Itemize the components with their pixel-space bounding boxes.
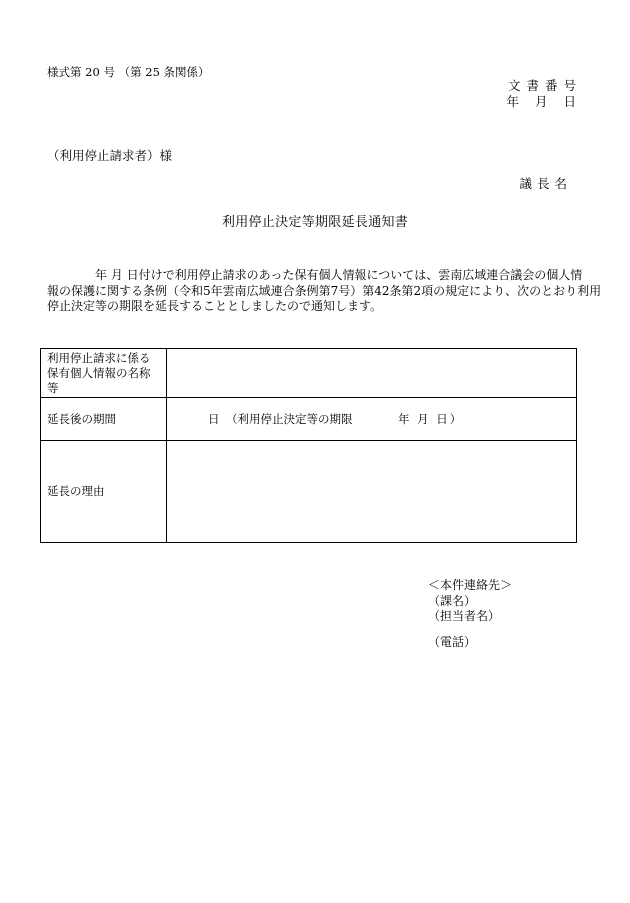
addressee: （利用停止請求者）様: [47, 148, 173, 163]
contact-block: [428, 578, 512, 650]
document-meta: [506, 78, 582, 110]
contact-section: （課名）: [428, 593, 477, 608]
extension-period-label: 延長後の期間: [41, 398, 167, 441]
extension-period-value: [167, 398, 577, 441]
table-row: [41, 441, 577, 543]
body-line: 報の保護に関する条例（令和5年雲南広域連合条例第7号）第42条第2項の規定により、次のとおり利用: [47, 283, 602, 298]
form-number: 様式第 20 号 （第 25 条関係）: [47, 65, 210, 79]
body-line: 停止決定等の期限を延長することとしましたので通知します。: [47, 299, 383, 313]
extension-reason-value: [167, 441, 577, 543]
contact-person: （担当者名）: [428, 609, 501, 623]
extension-reason-label: 延長の理由: [41, 441, 167, 543]
information-name-label: 利用停止請求に係る保有個人情報の名称等: [41, 349, 167, 398]
contact-heading: ＜本件連絡先＞: [428, 578, 513, 592]
table-row: [41, 349, 577, 398]
body-paragraph: [47, 268, 602, 315]
document-number: 文書番号: [507, 78, 582, 93]
contact-phone: （電話）: [428, 634, 477, 649]
period-deadline-date: 年 月 日）: [398, 412, 464, 426]
document-title: 利用停止決定等期限延長通知書: [221, 215, 409, 230]
information-name-value: [167, 349, 577, 398]
period-day: 日: [208, 412, 220, 426]
period-deadline-note: （利用停止決定等の期限: [226, 412, 353, 426]
sender-name: 議長名: [519, 176, 572, 191]
details-table: [40, 348, 577, 543]
document-date: 年 月 日: [506, 94, 582, 109]
table-row: [41, 398, 577, 441]
body-line: 年 月 日付けで利用停止請求のあった保有個人情報については、雲南広域連合議会の個人情: [95, 268, 583, 282]
